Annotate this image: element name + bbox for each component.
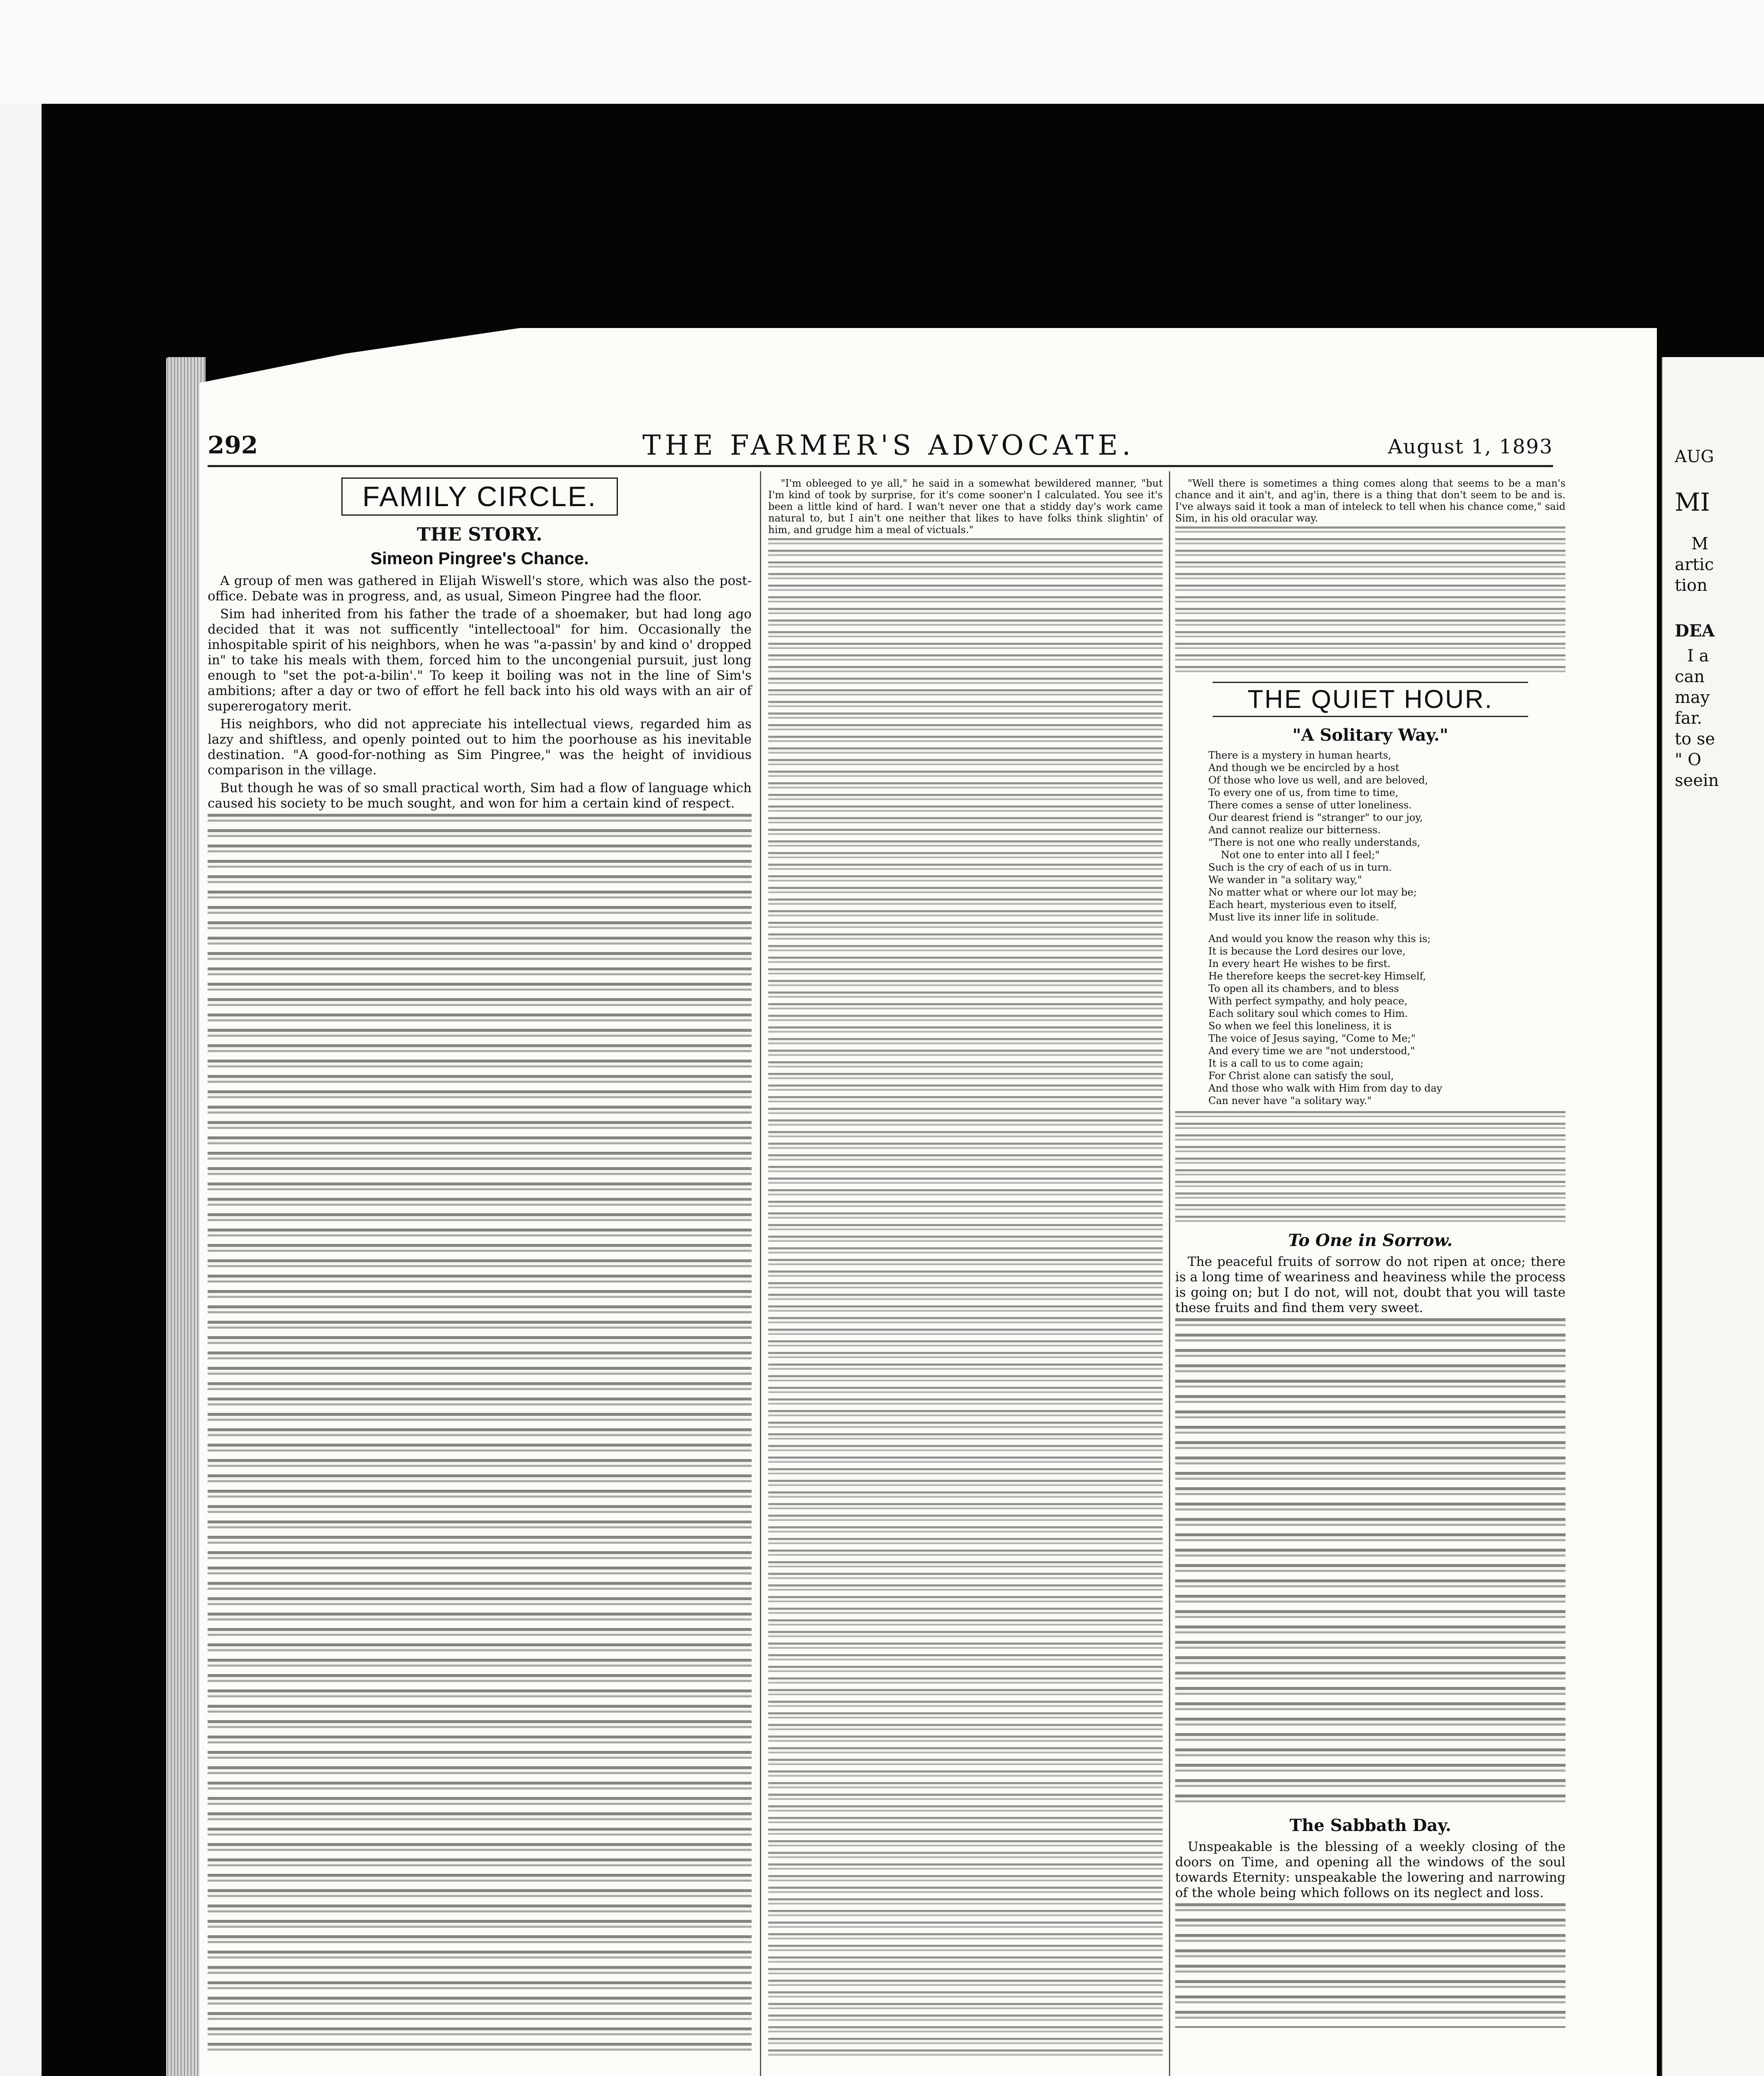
facing-title-fragment: MI xyxy=(1675,488,1710,517)
story-title: Simeon Pingree's Chance. xyxy=(370,548,589,568)
facing-page xyxy=(1661,357,1764,2076)
poem-line: There comes a sense of utter loneliness. xyxy=(1208,799,1412,811)
poem-line: And would you know the reason why this is; xyxy=(1208,933,1431,945)
poem-line: To open all its chambers, and to bless xyxy=(1208,983,1399,994)
poem-line: To every one of us, from time to time, xyxy=(1208,787,1399,798)
facing-text-fragment: can xyxy=(1675,667,1705,686)
poem-line: For Christ alone can satisfy the soul, xyxy=(1208,1070,1394,1082)
poem-line: So when we feel this loneliness, it is xyxy=(1208,1020,1392,1032)
poem-line: The voice of Jesus saying, "Come to Me;" xyxy=(1208,1033,1416,1044)
article-title: The Sabbath Day. xyxy=(1289,1816,1451,1835)
story-paragraph: "I'm obleeged to ye all," he said in a somewhat bewildered manner, "but I'm kind of took by surprise, for it's come sooner'n I calculated. You see it's been a little kind of hard. I wan't never one that a stiddy day's work came natural to, but I ain't one neither that likes to have folks think slightin' of him, and grudge him a meal of victuals." xyxy=(768,477,1163,536)
poem-line: And every time we are "not understood," xyxy=(1208,1045,1415,1057)
facing-text-fragment: tion xyxy=(1675,576,1708,595)
header-rule xyxy=(208,465,1553,467)
poem-line: "There is not one who really understands, xyxy=(1208,837,1421,848)
facing-text-fragment: DEA xyxy=(1675,621,1715,641)
facing-text-fragment: seein xyxy=(1675,771,1719,790)
poem-line: And though we be encircled by a host xyxy=(1208,762,1399,774)
article-paragraph: Unspeakable is the blessing of a weekly closing of the doors on Time, and opening all the windows of the soul towards Eternity: unspeakable the lowering and narrowing of the whole being which follows on its neglect and loss. xyxy=(1175,1839,1566,1900)
poem-line: He therefore keeps the secret-key Himself, xyxy=(1208,970,1426,982)
facing-header-fragment: AUG xyxy=(1675,447,1714,466)
facing-text-fragment: " O xyxy=(1675,750,1701,769)
column-story-continued xyxy=(768,477,1163,2062)
poem-line: No matter what or where our lot may be; xyxy=(1208,886,1417,898)
page-header xyxy=(208,427,1553,468)
story-paragraph: Sim had inherited from his father the trade of a shoemaker, but had long ago decided that it was not sufficently "intellectooal" for him. Occasionally the inhospitable spirit of his neighbors, when he was "a-passin' by and kind o' dropped in" to take his meals with them, forced him to the uncongenial pursuit, just long enough to "set the pot-a-bilin'." To keep it boiling was not in the line of Sim's ambitions; after a day or two of effort he fell back into his old ways with an air of supererogatory merit. xyxy=(208,607,752,714)
facing-text-fragment: artic xyxy=(1675,555,1714,574)
column-family-circle xyxy=(208,477,752,2059)
scan-top-margin xyxy=(0,0,1764,104)
column-quiet-hour xyxy=(1175,477,1566,2032)
illegible-story-text xyxy=(208,814,752,2055)
poem-line: Must live its inner life in solitude. xyxy=(1208,911,1379,923)
poem-line: Each heart, mysterious even to itself, xyxy=(1208,899,1397,911)
poem-line: Of those who love us well, and are beloved, xyxy=(1208,774,1428,786)
illegible-poem-text xyxy=(1175,1111,1566,1223)
illegible-story-text xyxy=(768,538,1163,2058)
poem-line: It is a call to us to come again; xyxy=(1208,1058,1364,1069)
subsection-title: THE STORY. xyxy=(416,524,543,545)
poem xyxy=(1208,749,1566,1107)
section-title: FAMILY CIRCLE. xyxy=(341,477,618,516)
article-paragraph: The peaceful fruits of sorrow do not ripen at once; there is a long time of weariness and heaviness while the process is going on; but I do not, will not, doubt that you will taste these fruits and find them very sweet. xyxy=(1175,1254,1566,1315)
article-title: To One in Sorrow. xyxy=(1288,1231,1453,1250)
column-rule xyxy=(760,471,761,2076)
issue-date: August 1, 1893 xyxy=(1388,435,1553,458)
story-paragraph: His neighbors, who did not appreciate his intellectual views, regarded him as lazy and shiftless, and openly pointed out to him the poorhouse as his inevitable destination. "A good-for-nothing as Sim Pingree," was the height of invidious comparison in the village. xyxy=(208,717,752,778)
illegible-story-text xyxy=(1175,526,1566,676)
facing-text-fragment: may xyxy=(1675,688,1710,707)
poem-line: And cannot realize our bitterness. xyxy=(1208,824,1381,836)
masthead: THE FARMER'S ADVOCATE. xyxy=(642,429,1135,461)
column-rule xyxy=(1169,471,1170,2076)
poem-line: Our dearest friend is "stranger" to our joy, xyxy=(1208,812,1423,823)
illegible-article-text xyxy=(1175,1318,1566,1808)
poem-line: Each solitary soul which comes to Him. xyxy=(1208,1008,1408,1019)
stanza-break xyxy=(1208,923,1566,933)
poem-line: There is a mystery in human hearts, xyxy=(1208,749,1392,761)
poem-line: In every heart He wishes to be first. xyxy=(1208,958,1391,969)
illegible-article-text xyxy=(1175,1903,1566,2028)
facing-text-fragment: I a xyxy=(1687,646,1709,666)
page-number: 292 xyxy=(208,431,258,459)
facing-text-fragment: to se xyxy=(1675,730,1715,749)
facing-text-fragment: far. xyxy=(1675,709,1703,728)
facing-text-fragment: M xyxy=(1691,534,1708,553)
poem-line: It is because the Lord desires our love, xyxy=(1208,945,1406,957)
poem-line: And those who walk with Him from day to day xyxy=(1208,1082,1443,1094)
poem-title: "A Solitary Way." xyxy=(1292,725,1448,745)
section-title: THE QUIET HOUR. xyxy=(1213,682,1528,717)
poem-line: Not one to enter into all I feel;" xyxy=(1221,849,1380,861)
story-paragraph: "Well there is sometimes a thing comes along that seems to be a man's chance and it ain't, and ag'in, there is a thing that don't seem to be and is. I've always said it took a man of inteleck to tell when his chance come," said Sim, in his old oracular way. xyxy=(1175,477,1566,524)
poem-line: Can never have "a solitary way." xyxy=(1208,1095,1372,1107)
poem-line: Such is the cry of each of us in turn. xyxy=(1208,862,1392,873)
story-paragraph: A group of men was gathered in Elijah Wiswell's store, which was also the post-office. Debate was in progress, and, as usual, Simeon Pingree had the floor. xyxy=(208,573,752,604)
poem-line: With perfect sympathy, and holy peace, xyxy=(1208,995,1408,1007)
poem-line: We wander in "a solitary way," xyxy=(1208,874,1362,886)
story-paragraph: But though he was of so small practical worth, Sim had a flow of language which caused his society to be much sought, and won for him a certain kind of respect. xyxy=(208,781,752,811)
